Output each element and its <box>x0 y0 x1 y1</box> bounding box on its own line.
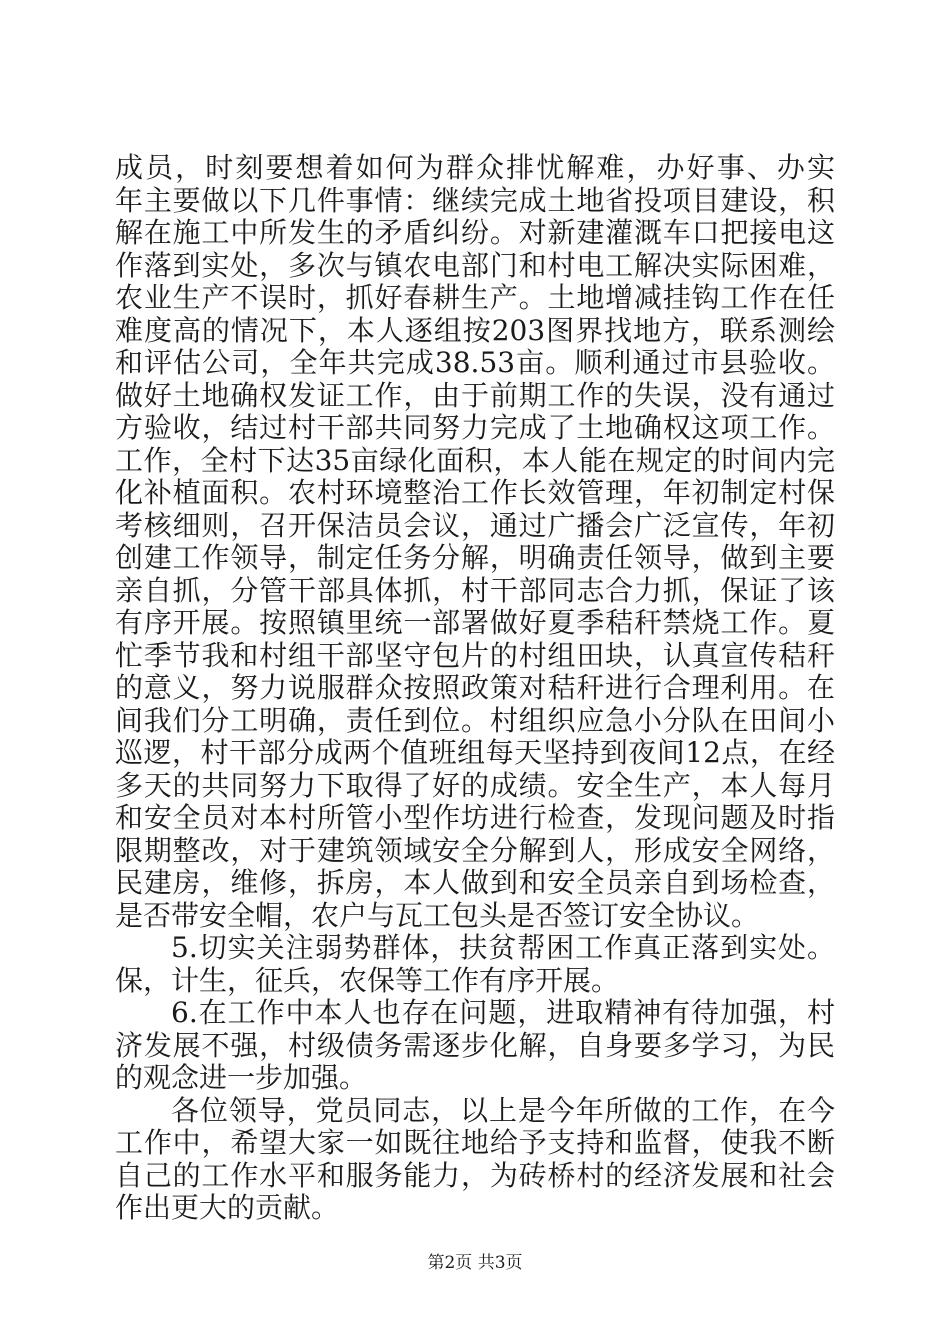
text-line: 5.切实关注弱势群体，扶贫帮困工作真正落到实处。 <box>171 932 835 964</box>
body-text <box>115 152 835 1225</box>
text-line: 是否带安全帽，农户与瓦工包头是否签订安全协议。 <box>115 898 760 932</box>
text-line: 年主要做以下几件事情：继续完成土地省投项目建设，积 <box>115 184 835 217</box>
text-line: 方验收，结过村干部共同努力完成了土地确权这项工作。 <box>115 412 835 444</box>
text-line: 考核细则，召开保洁员会议，通过广播会广泛宣传，年初 <box>115 509 835 542</box>
text-line: 的观念进一步加强。 <box>115 1061 368 1094</box>
text-line: 创建工作领导，制定任务分解，明确责任领导，做到主要 <box>115 542 835 574</box>
text-line: 和评估公司，全年共完成38.53亩。顺利通过市县验收。 <box>115 347 835 379</box>
text-line: 工作中，希望大家一如既往地给予支持和监督，使我不断 <box>115 1127 835 1159</box>
text-line: 的意义，努力说服群众按照政策对秸秆进行合理利用。在 <box>115 672 835 704</box>
text-line: 作落到实处，多次与镇农电部门和村电工解决实际困难， <box>115 249 835 282</box>
text-line: 限期整改，对于建筑领域安全分解到人，形成安全网络， <box>115 834 835 867</box>
text-line: 化补植面积。农村环境整治工作长效管理，年初制定村保 <box>115 477 835 509</box>
text-line: 巡逻，村干部分成两个值班组每天坚持到夜间12点，在经 <box>115 737 835 769</box>
text-line: 农业生产不误时，抓好春耕生产。土地增减挂钩工作在任 <box>115 282 835 314</box>
text-line: 6.在工作中本人也存在问题，进取精神有待加强，村 <box>171 997 835 1029</box>
page-footer: 第2页 共3页 <box>427 1253 523 1273</box>
text-line: 有序开展。按照镇里统一部署做好夏季秸秆禁烧工作。夏 <box>115 607 835 639</box>
text-line: 难度高的情况下，本人逐组按203图界找地方，联系测绘 <box>115 314 835 347</box>
text-line: 成员，时刻要想着如何为群众排忧解难，办好事、办实 <box>115 152 835 184</box>
text-line: 济发展不强，村级债务需逐步化解，自身要多学习，为民 <box>115 1029 835 1062</box>
text-line: 工作，全村下达35亩绿化面积，本人能在规定的时间内完 <box>115 444 835 477</box>
text-line: 民建房，维修，拆房，本人做到和安全员亲自到场检查， <box>115 867 835 899</box>
text-line: 多天的共同努力下取得了好的成绩。安全生产，本人每月 <box>115 769 835 802</box>
text-line: 保，计生，征兵，农保等工作有序开展。 <box>115 963 620 997</box>
text-line: 亲自抓，分管干部具体抓，村干部同志合力抓，保证了该 <box>115 574 835 607</box>
text-line: 各位领导，党员同志，以上是今年所做的工作，在今 <box>171 1094 835 1127</box>
text-line: 作出更大的贡献。 <box>115 1191 340 1224</box>
text-line: 自己的工作水平和服务能力，为砖桥村的经济发展和社会 <box>115 1159 835 1192</box>
text-line: 解在施工中所发生的矛盾纠纷。对新建灌溉车口把接电这 <box>115 217 835 249</box>
text-line: 忙季节我和村组干部坚守包片的村组田块，认真宣传秸秆 <box>115 639 835 672</box>
text-line: 和安全员对本村所管小型作坊进行检查，发现问题及时指 <box>115 802 835 834</box>
text-line: 做好土地确权发证工作，由于前期工作的失误，没有通过 <box>115 379 835 412</box>
text-line: 间我们分工明确，责任到位。村组织应急小分队在田间小 <box>115 704 835 737</box>
